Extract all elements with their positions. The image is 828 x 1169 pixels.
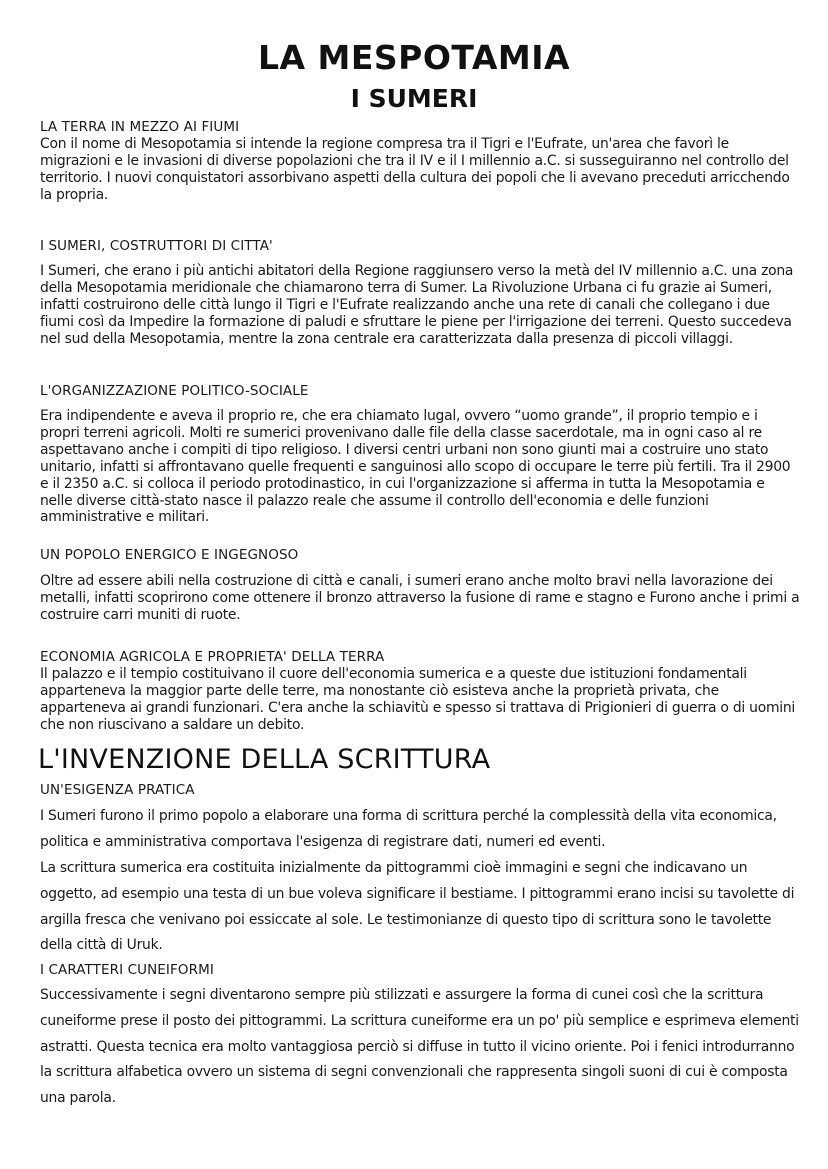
section-heading-sumeri: I SUMERI, COSTRUTTORI DI CITTA' [40,238,273,254]
writing-title: L'INVENZIONE DELLA SCRITTURA [38,744,491,775]
section-heading-cuneiformi: I CARATTERI CUNEIFORMI [40,962,214,978]
paragraph-esigenza-2: La scrittura sumerica era costituita inizialmente da pittogrammi cioè immagini e segni che indicavano un oggetto, ad esempio una testa di un bue voleva significare il bestiame. I pittogrammi erano incisi su tavolette di argilla fresca che venivano poi essiccate al sole. Le testimonianze di questo tipo di scrittura sono le tavolette della città di Uruk. [40,860,795,954]
section-heading-economia: ECONOMIA AGRICOLA E PROPRIETA' DELLA TERRA [40,649,385,665]
page-title: LA MESPOTAMIA [257,38,571,77]
section-heading-organizzazione: L'ORGANIZZAZIONE POLITICO-SOCIALE [40,383,309,399]
section-text-organizzazione: Era indipendente e aveva il proprio re, che era chiamato lugal, ovvero “uomo grande”, il proprio tempio e i propri terreni agricoli. Molti re sumerici provenivano dalle file della classe sacerdotale, ma in ogni caso al re aspettavano anche i compiti di tipo religioso. I diversi centri urbani non sono giunti mai a costruire uno stato unitario, infatti si affrontavano quelle frequenti e sanguinosi allo scopo di occupare le terre più fertili. Tra il 2900 e il 2350 a.C. si colloca il periodo protodinastico, in cui l'organizzazione si afferma in tutta la Mesopotamia e nelle diverse città-stato nasce il palazzo reale che assume il controllo dell'economia e delle funzioni amministrative e militari. [40,408,791,526]
section-text-popolo: Oltre ad essere abili nella costruzione di città e canali, i sumeri erano anche molto bravi nella lavorazione dei metalli, infatti scoprirono come ottenere il bronzo attraverso la fusione di rame e stagno e Furono anche i primi a costruire carri muniti di ruote. [40,573,800,623]
paragraph-esigenza-1: I Sumeri furono il primo popolo a elaborare una forma di scrittura perché la complessità della vita economica, politica e amministrativa comportava l'esigenza di registrare dati, numeri ed eventi. [40,808,777,850]
paragraph-cuneiformi: Successivamente i segni diventarono sempre più stilizzati e assurgere la forma di cunei così che la scrittura cuneiforme prese il posto dei pittogrammi. La scrittura cuneiforme era un po' più semplice e esprimeva elementi astratti. Questa tecnica era molto vantaggiosa perciò si diffuse in tutto il vicino oriente. Poi i fenici introdurranno la scrittura alfabetica ovvero un sistema di segni convenzionali che rappresenta singoli suoni di cui è composta una parola. [40,987,799,1107]
section-heading-popolo: UN POPOLO ENERGICO E INGEGNOSO [40,547,299,563]
page-subtitle: I SUMERI [350,84,478,113]
section-heading-terra: LA TERRA IN MEZZO AI FIUMI [40,119,240,135]
section-text-economia: Il palazzo e il tempio costituivano il cuore dell'economia sumerica e a queste due istituzioni fondamentali apparteneva la maggior parte delle terre, ma nonostante ciò esisteva anche la proprietà privata, che apparteneva ai grandi funzionari. C'era anche la schiavitù e spesso si trattava di Prigionieri di guerra o di uomini che non riuscivano a saldare un debito. [40,666,796,733]
section-text-sumeri: I Sumeri, che erano i più antichi abitatori della Regione raggiunsero verso la metà del IV millennio a.C. una zona della Mesopotamia meridionale che chiamarono terra di Sumer. La Rivoluzione Urbana ci fu grazie ai Sumeri, infatti costruirono delle città lungo il Tigri e l'Eufrate realizzando anche una rete di canali che collegano i due fiumi così da Impedire la formazione di paludi e sfruttare le piene per l'irrigazione dei terreni. Questo succedeva nel sud della Mesopotamia, mentre la zona centrale era caratterizzata dalla presenza di piccoli villaggi. [40,263,794,347]
section-heading-esigenza: UN'ESIGENZA PRATICA [40,782,195,798]
section-text-terra: Con il nome di Mesopotamia si intende la regione compresa tra il Tigri e l'Eufrate, un'area che favorì le migrazioni e le invasioni di diverse popolazioni che tra il IV e il I millennio a.C. si susseguiranno nel controllo del territorio. I nuovi conquistatori assorbivano aspetti della cultura dei popoli che li avevano preceduti arricchendo la propria. [40,136,790,203]
